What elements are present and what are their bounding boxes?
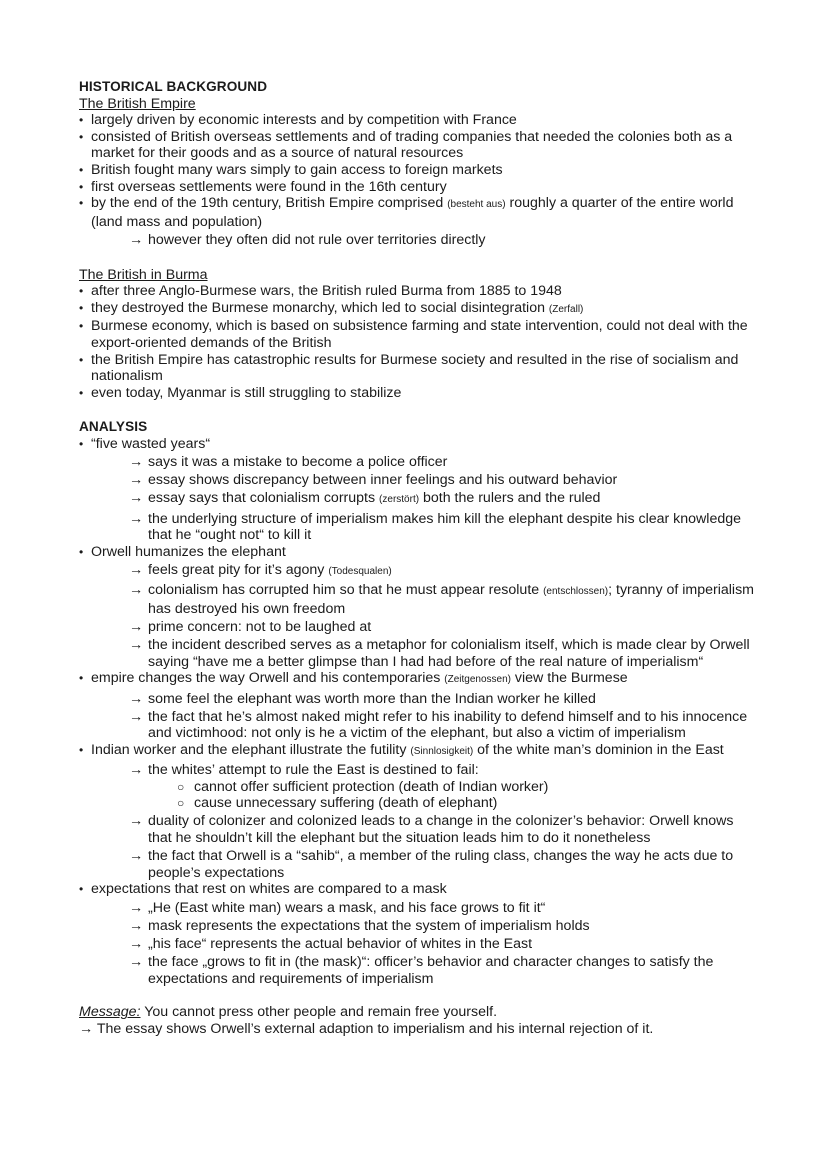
item-text: view the Burmese	[510, 670, 628, 687]
arrow-text: duality of colonizer and colonized leads to a change in the colonizer’s behavior: Orwell knows that he shouldn’t kill the elephant but the situation leads him to do it nonetheless	[148, 813, 734, 847]
gloss: (Sinnlosigkeit)	[410, 745, 474, 757]
arrow-text: „his face“ represents the actual behavior of whites in the East	[148, 936, 533, 952]
item-text: they destroyed the Burmese monarchy, which led to social disintegration	[91, 299, 549, 316]
list-item: • after three Anglo-Burmese wars, the British ruled Burma from 1885 to 1948	[79, 283, 759, 300]
arrow-text	[148, 490, 759, 509]
arrow-point	[79, 900, 759, 917]
gloss: (besteht aus)	[447, 199, 506, 211]
arrow-point	[79, 762, 759, 779]
arrow-icon: →	[129, 454, 144, 471]
list-item: • largely driven by economic interests and by competition with France	[79, 112, 759, 129]
conclusion-text: The essay shows Orwell’s external adaption to imperialism and his internal rejection of it.	[96, 1020, 654, 1037]
item-text: feels great pity for it’s agony	[148, 562, 329, 578]
arrow-icon: →	[129, 562, 144, 578]
arrow-point	[79, 691, 759, 708]
arrow-text: essay shows discrepancy between inner feelings and his outward behavior	[148, 472, 618, 489]
british-empire-subheading: The British Empire	[79, 95, 196, 112]
message-text: You cannot press other people and remain free yourself.	[140, 1004, 498, 1021]
arrow-point	[79, 637, 759, 670]
item-text: of the white man’s dominion in the East	[473, 741, 724, 758]
arrow-text: „He (East white man) wears a mask, and his face grows to fit it“	[148, 899, 546, 916]
circle-text: cannot offer sufficient protection (death of Indian worker)	[194, 778, 549, 795]
list-item	[79, 742, 759, 761]
arrow-text: mask represents the expectations that the system of imperialism holds	[148, 917, 590, 934]
arrow-icon: →	[129, 690, 144, 707]
arrow-point	[79, 709, 759, 742]
arrow-icon: →	[129, 490, 144, 507]
gloss: (Todesqualen)	[328, 566, 392, 577]
arrow-text: the whites’ attempt to rule the East is destined to fail:	[148, 762, 479, 779]
arrow-text: some feel the elephant was worth more than the Indian worker he killed	[148, 690, 596, 707]
arrow-text	[148, 582, 759, 617]
conclusion-line	[79, 1021, 759, 1038]
arrow-icon: →	[129, 936, 144, 952]
analysis-list	[79, 742, 759, 761]
arrow-icon: →	[129, 899, 144, 916]
arrow-point	[79, 936, 759, 953]
list-item: • Burmese economy, which is based on subsistence farming and state intervention, could not deal with the export-oriented demands of the British	[79, 318, 759, 351]
circle-bullet-icon: ○	[177, 779, 185, 794]
item-text: essay says that colonialism corrupts	[148, 490, 380, 507]
analysis-list	[79, 881, 759, 898]
analysis-list	[79, 436, 759, 453]
list-item	[79, 670, 759, 689]
british-in-burma-subheading: The British in Burma	[79, 266, 208, 283]
arrow-icon: →	[129, 510, 144, 527]
analysis-list	[79, 544, 759, 561]
arrow-icon: →	[129, 637, 144, 654]
circle-bullet-icon: ○	[177, 796, 185, 811]
gloss: (Zeitgenossen)	[444, 674, 511, 686]
list-item: • “five wasted years“	[79, 436, 759, 453]
item-text: empire changes the way Orwell and his contemporaries	[91, 670, 445, 687]
arrow-point	[79, 454, 759, 471]
arrow-icon: →	[129, 472, 144, 489]
list-item	[79, 195, 759, 230]
circle-point	[79, 795, 759, 812]
list-item: • British fought many wars simply to gain access to foreign markets	[79, 162, 759, 179]
historical-background-heading: HISTORICAL BACKGROUND	[79, 79, 268, 94]
circle-point	[79, 779, 759, 796]
arrow-point	[79, 582, 759, 617]
list-item: • expectations that rest on whites are compared to a mask	[79, 881, 759, 898]
arrow-point	[79, 490, 759, 509]
arrow-icon: →	[79, 1020, 94, 1037]
arrow-text: the underlying structure of imperialism makes him kill the elephant despite his clear knowledge that he “ought not“ to kill it	[148, 510, 742, 544]
arrow-point	[79, 813, 759, 846]
arrow-text: however they often did not rule over territories directly	[148, 231, 486, 248]
arrow-icon: →	[129, 582, 144, 599]
gloss: (Zerfall)	[548, 303, 584, 315]
list-item: • the British Empire has catastrophic results for Burmese society and resulted in the rise of socialism and nationalism	[79, 352, 759, 385]
analysis-heading: ANALYSIS	[79, 419, 148, 435]
arrow-icon: →	[129, 848, 144, 865]
document-page	[79, 79, 759, 1038]
analysis-list	[79, 670, 759, 689]
arrow-point	[79, 848, 759, 881]
circle-text: cause unnecessary suffering (death of elephant)	[194, 795, 498, 812]
item-text: by the end of the 19th century, British Empire comprised	[91, 195, 448, 212]
arrow-text: the fact that he’s almost naked might refer to his inability to defend himself and to his innocence and victimhood: not only is he a victim of the elephant, but also a victim of imperialism	[148, 708, 748, 742]
item-text: Indian worker and the elephant illustrate the futility	[91, 741, 411, 758]
arrow-point	[79, 511, 759, 544]
arrow-point	[79, 562, 759, 581]
arrow-text	[148, 562, 759, 581]
british-empire-list	[79, 112, 759, 230]
item-text: ; tyranny of imperialism has destroyed his own freedom	[148, 582, 754, 617]
burma-list	[79, 283, 759, 401]
arrow-icon: →	[129, 762, 144, 779]
gloss: (zerstört)	[379, 494, 420, 506]
list-item: • consisted of British overseas settlements and of trading companies that needed the colonies both as a market for their goods and as a source of natural resources	[79, 129, 759, 162]
list-item	[79, 300, 759, 319]
arrow-icon: →	[129, 813, 144, 830]
arrow-point	[79, 918, 759, 935]
arrow-point	[79, 232, 759, 249]
arrow-text: the incident described serves as a metaphor for colonialism itself, which is made clear by Orwell saying “have me a better glimpse than I had had before of the real nature of imperialism“	[148, 637, 750, 670]
arrow-icon: →	[129, 708, 144, 725]
arrow-point	[79, 472, 759, 489]
arrow-point	[79, 619, 759, 636]
item-text: colonialism has corrupted him so that he must appear resolute	[148, 582, 544, 599]
arrow-icon: →	[129, 954, 144, 971]
gloss: (entschlossen)	[543, 586, 609, 598]
item-text: roughly a quarter of the entire world (land mass and population)	[91, 195, 734, 230]
arrow-text: the face „grows to fit in (the mask)“: officer’s behavior and character changes to satisfy the expectations and requirements of imperialism	[148, 954, 714, 987]
list-item: • first overseas settlements were found in the 16th century	[79, 179, 759, 196]
arrow-text: says it was a mistake to become a police officer	[148, 454, 448, 471]
arrow-icon: →	[129, 618, 144, 635]
list-item: • even today, Myanmar is still struggling to stabilize	[79, 385, 759, 402]
list-item: • Orwell humanizes the elephant	[79, 544, 759, 561]
message-line	[79, 1004, 759, 1021]
item-text: both the rulers and the ruled	[419, 490, 601, 507]
arrow-text: prime concern: not to be laughed at	[148, 618, 372, 635]
arrow-text: the fact that Orwell is a “sahib“, a member of the ruling class, changes the way he acts due to people’s expectations	[148, 848, 734, 881]
message-label: Message:	[79, 1004, 141, 1021]
arrow-point	[79, 954, 759, 987]
arrow-icon: →	[129, 917, 144, 934]
arrow-icon: →	[129, 231, 144, 248]
